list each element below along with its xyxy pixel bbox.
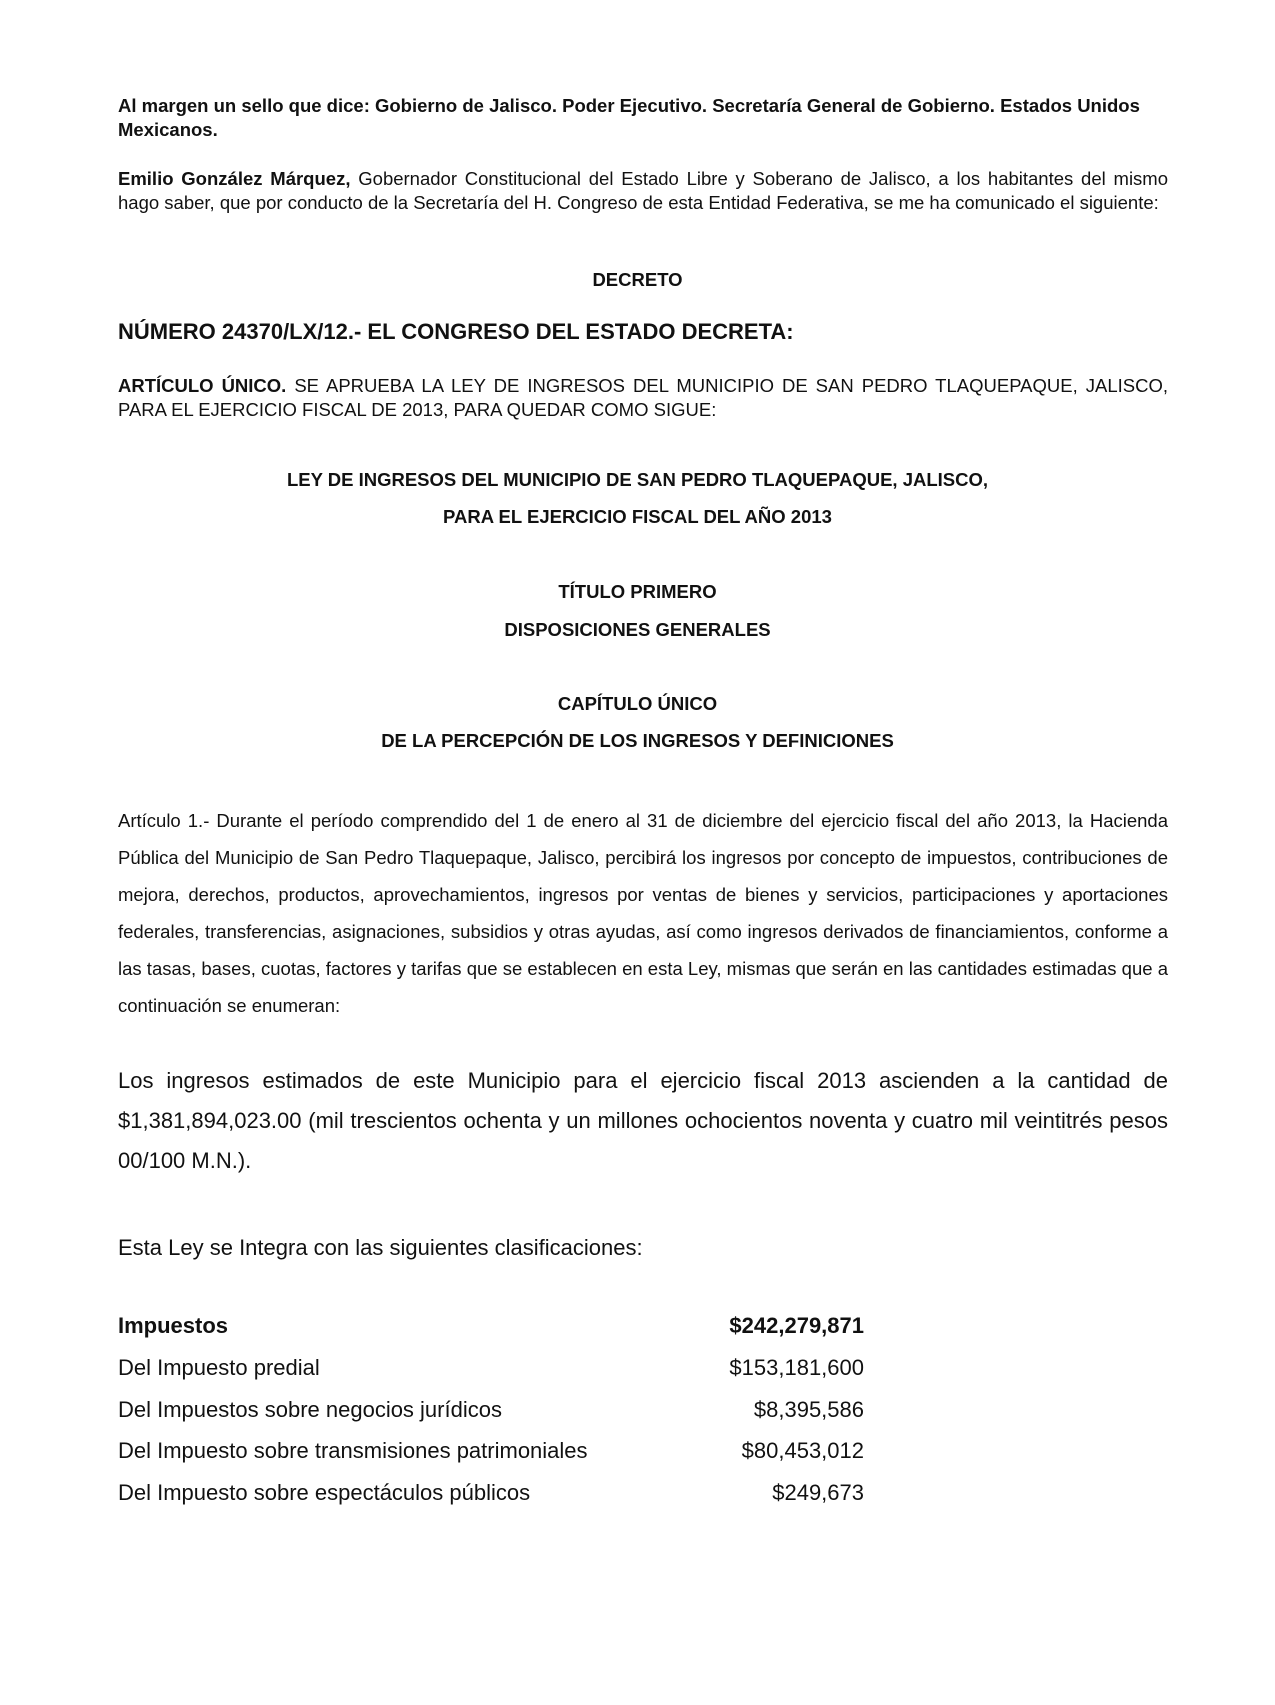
row-amount: $80,453,012 (741, 1438, 864, 1463)
row-amount: $249,673 (772, 1480, 864, 1505)
seal-note: Al margen un sello que dice: Gobierno de Jalisco. Poder Ejecutivo. Secretaría General de Gobierno. Estados Unidos Mexicanos. (118, 95, 1140, 140)
row-label: Del Impuestos sobre negocios jurídicos (118, 1397, 502, 1422)
article-1: Artículo 1.- Durante el período comprendido del 1 de enero al 31 de diciembre del ejercicio fiscal del año 2013, la Hacienda Pública del Municipio de San Pedro Tlaquepaque, Jalisco, percibirá los ingresos por concepto de impuestos, contribuciones de mejora, derechos, productos, aprovechamientos, ingresos por ventas de bienes y servicios, participaciones y aportaciones federales, transferencias, asignaciones, subsidios y otras ayudas, así como ingresos derivados de financiamientos, conforme a las tasas, bases, cuotas, factores y tarifas que se establecen en esta Ley, mismas que serán en las cantidades estimadas que a continuación se enumeran: (118, 810, 1168, 1016)
table-header-amount: $242,279,871 (729, 1313, 864, 1338)
title-primero: TÍTULO PRIMERO (558, 581, 717, 602)
intro-text: Gobernador Constitucional del Estado Libre y Soberano de Jalisco, a los habitantes del mismo hago saber, que por conducto de la Secretaría del H. Congreso de esta Entidad Federativa, se me ha comunicado el siguiente: (118, 168, 1168, 213)
governor-name: Emilio González Márquez, (118, 168, 351, 189)
row-label: Del Impuesto predial (118, 1355, 320, 1380)
capitulo-subtitle: DE LA PERCEPCIÓN DE LOS INGRESOS Y DEFINICIONES (381, 730, 894, 751)
law-title-line1: LEY DE INGRESOS DEL MUNICIPIO DE SAN PEDRO TLAQUEPAQUE, JALISCO, (286, 469, 989, 490)
classifications-intro: Esta Ley se Integra con las siguientes clasificaciones: (118, 1235, 643, 1260)
article-unique (118, 374, 1168, 422)
intro-paragraph (118, 167, 1168, 215)
table-header-label: Impuestos (118, 1313, 229, 1338)
law-title-line2: PARA EL EJERCICIO FISCAL DEL AÑO 2013 (443, 506, 832, 527)
article-unique-label: ARTÍCULO ÚNICO. (118, 375, 287, 396)
row-label: Del Impuesto sobre transmisiones patrimoniales (118, 1438, 588, 1463)
article-unique-text: SE APRUEBA LA LEY DE INGRESOS DEL MUNICIPIO DE SAN PEDRO TLAQUEPAQUE, JALISCO, PARA EL EJERCICIO FISCAL DE 2013, PARA QUEDAR COMO SIGUE: (118, 375, 1168, 420)
row-amount: $153,181,600 (729, 1355, 864, 1380)
decree-number: NÚMERO 24370/LX/12.- EL CONGRESO DEL ESTADO DECRETA: (118, 319, 794, 344)
disposiciones-generales: DISPOSICIONES GENERALES (504, 619, 771, 640)
capitulo-unico: CAPÍTULO ÚNICO (557, 693, 718, 714)
row-amount: $8,395,586 (753, 1397, 864, 1422)
row-label: Del Impuesto sobre espectáculos públicos (118, 1480, 531, 1505)
estimate-paragraph: Los ingresos estimados de este Municipio para el ejercicio fiscal 2013 ascienden a la cantidad de $1,381,894,023.00 (mil trescientos ochenta y un millones ochocientos noventa y cuatro mil veintitrés pesos 00/100 M.N.). (118, 1068, 1168, 1173)
decree-heading: DECRETO (592, 269, 683, 290)
